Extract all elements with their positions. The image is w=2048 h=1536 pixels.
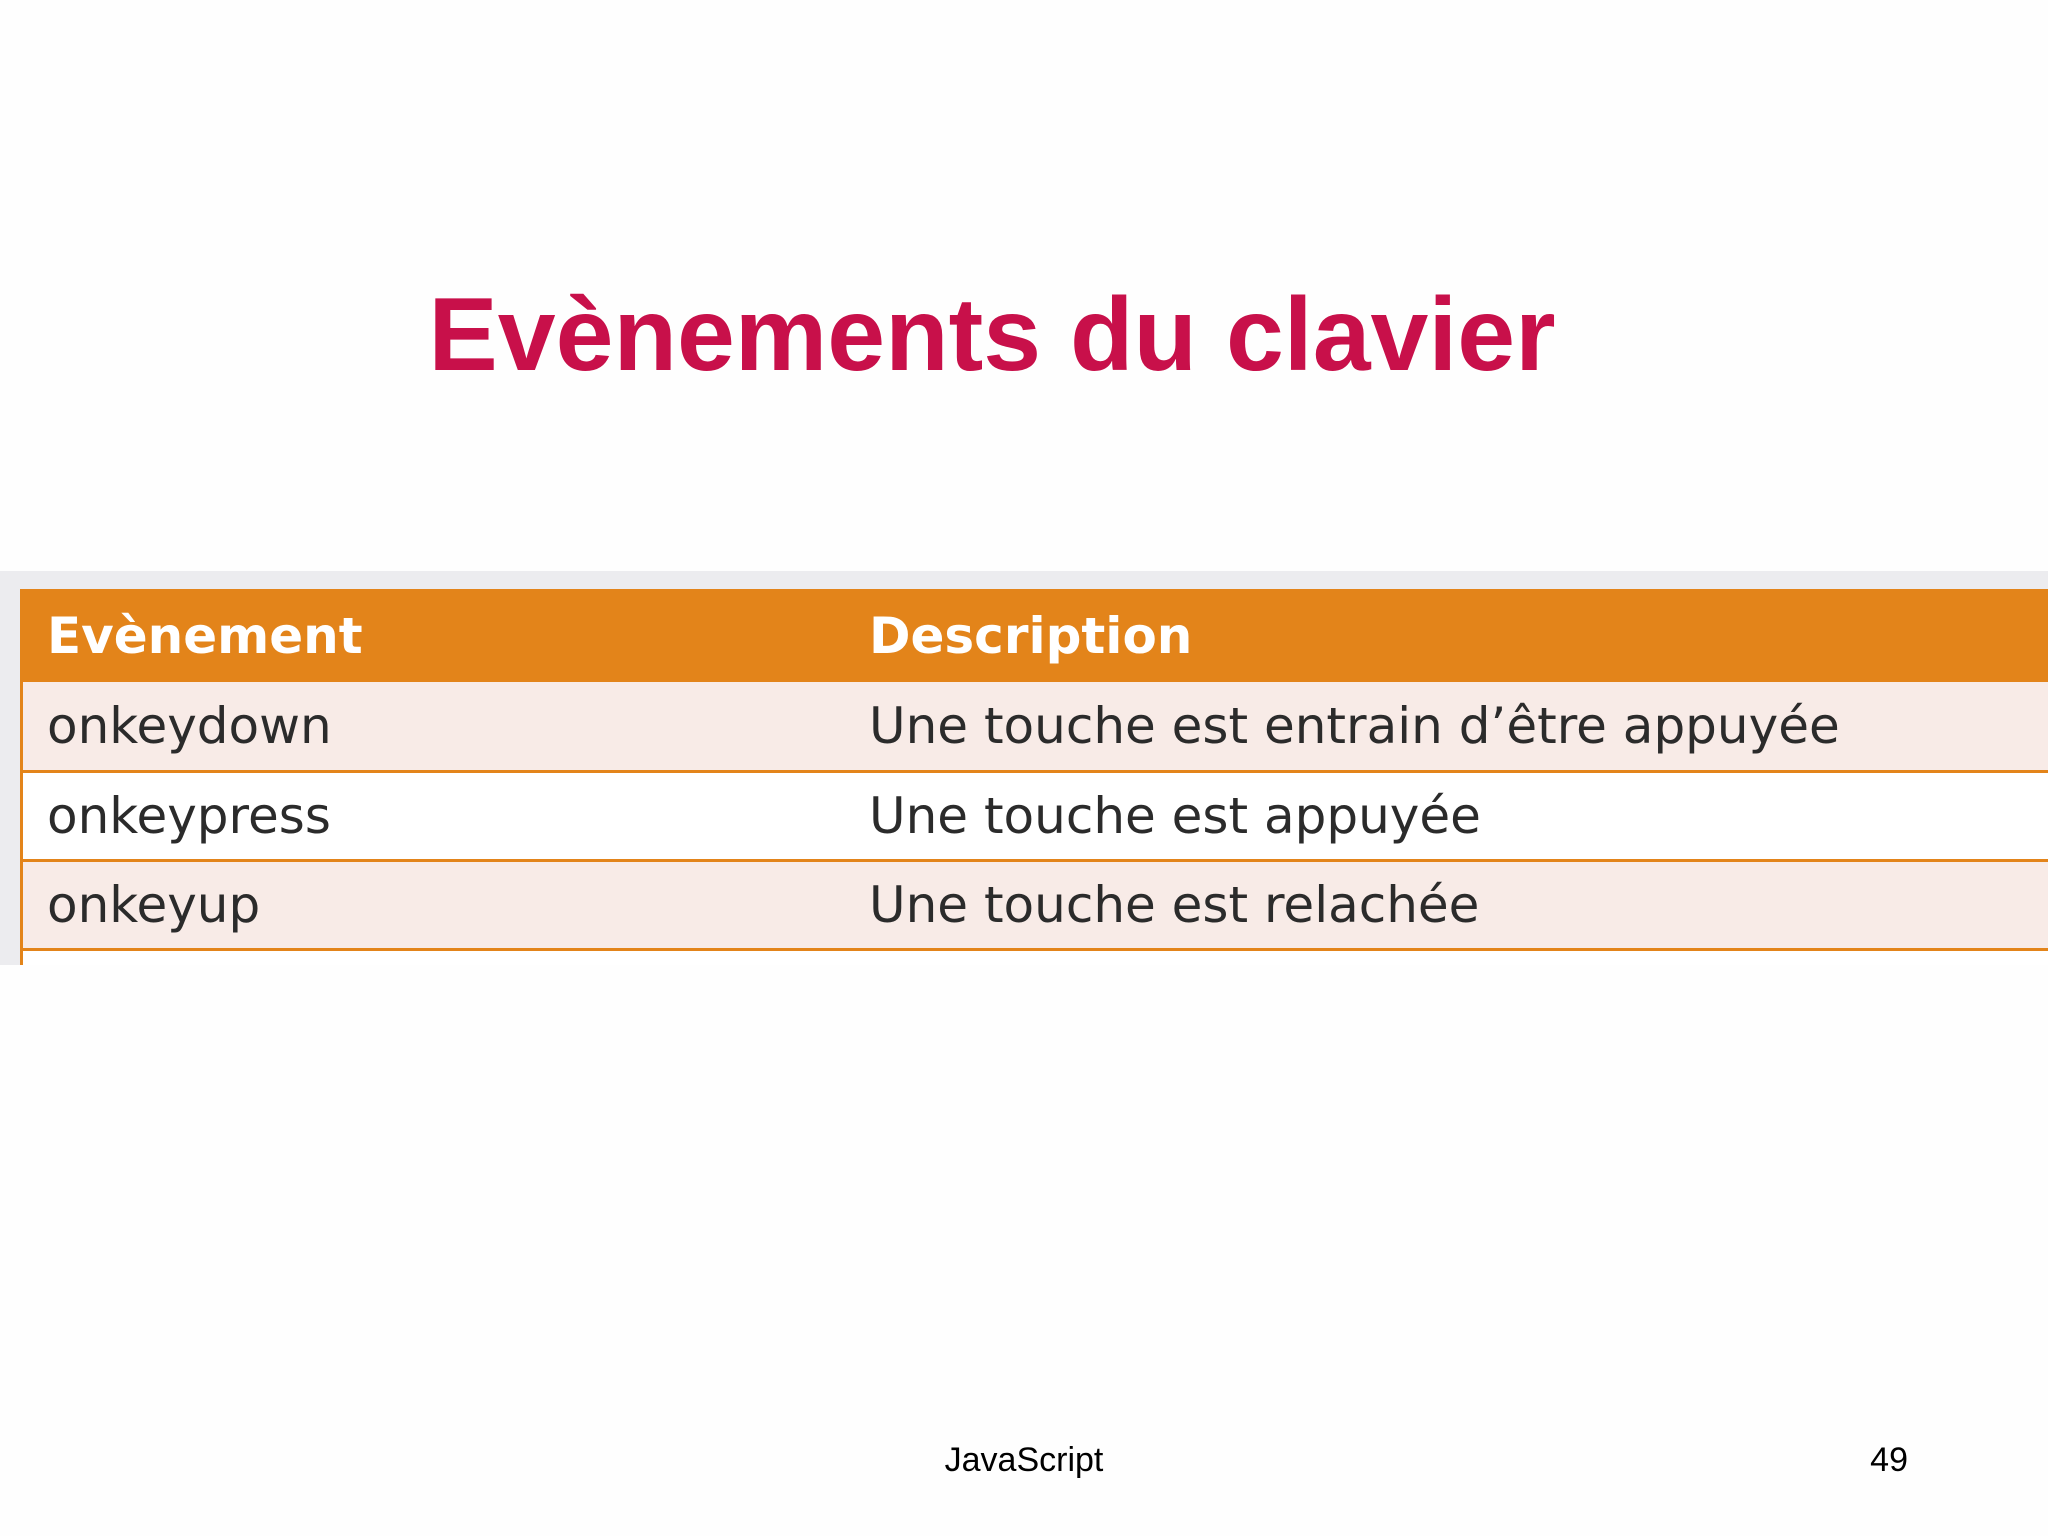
event-name-cell: onkeydown — [23, 682, 845, 771]
slide-title: Evènements du clavier — [428, 277, 1556, 393]
column-header-event: Evènement — [23, 589, 845, 682]
footer-label: JavaScript — [944, 1441, 1104, 1479]
event-name-cell: onkeypress — [23, 771, 845, 860]
table-header-row — [23, 589, 2048, 682]
keyboard-events-table — [23, 589, 2048, 951]
event-description-cell: Une touche est entrain d’être appuyée — [845, 682, 2048, 771]
event-description-cell: Une touche est appuyée — [845, 771, 2048, 860]
page-number: 49 — [1870, 1441, 1908, 1479]
column-header-description: Description — [845, 589, 2048, 682]
table-row — [23, 682, 2048, 771]
table-row — [23, 771, 2048, 860]
event-name-cell: onkeyup — [23, 860, 845, 949]
event-description-cell: Une touche est relachée — [845, 860, 2048, 949]
table-container — [20, 589, 2048, 965]
table-row — [23, 860, 2048, 949]
